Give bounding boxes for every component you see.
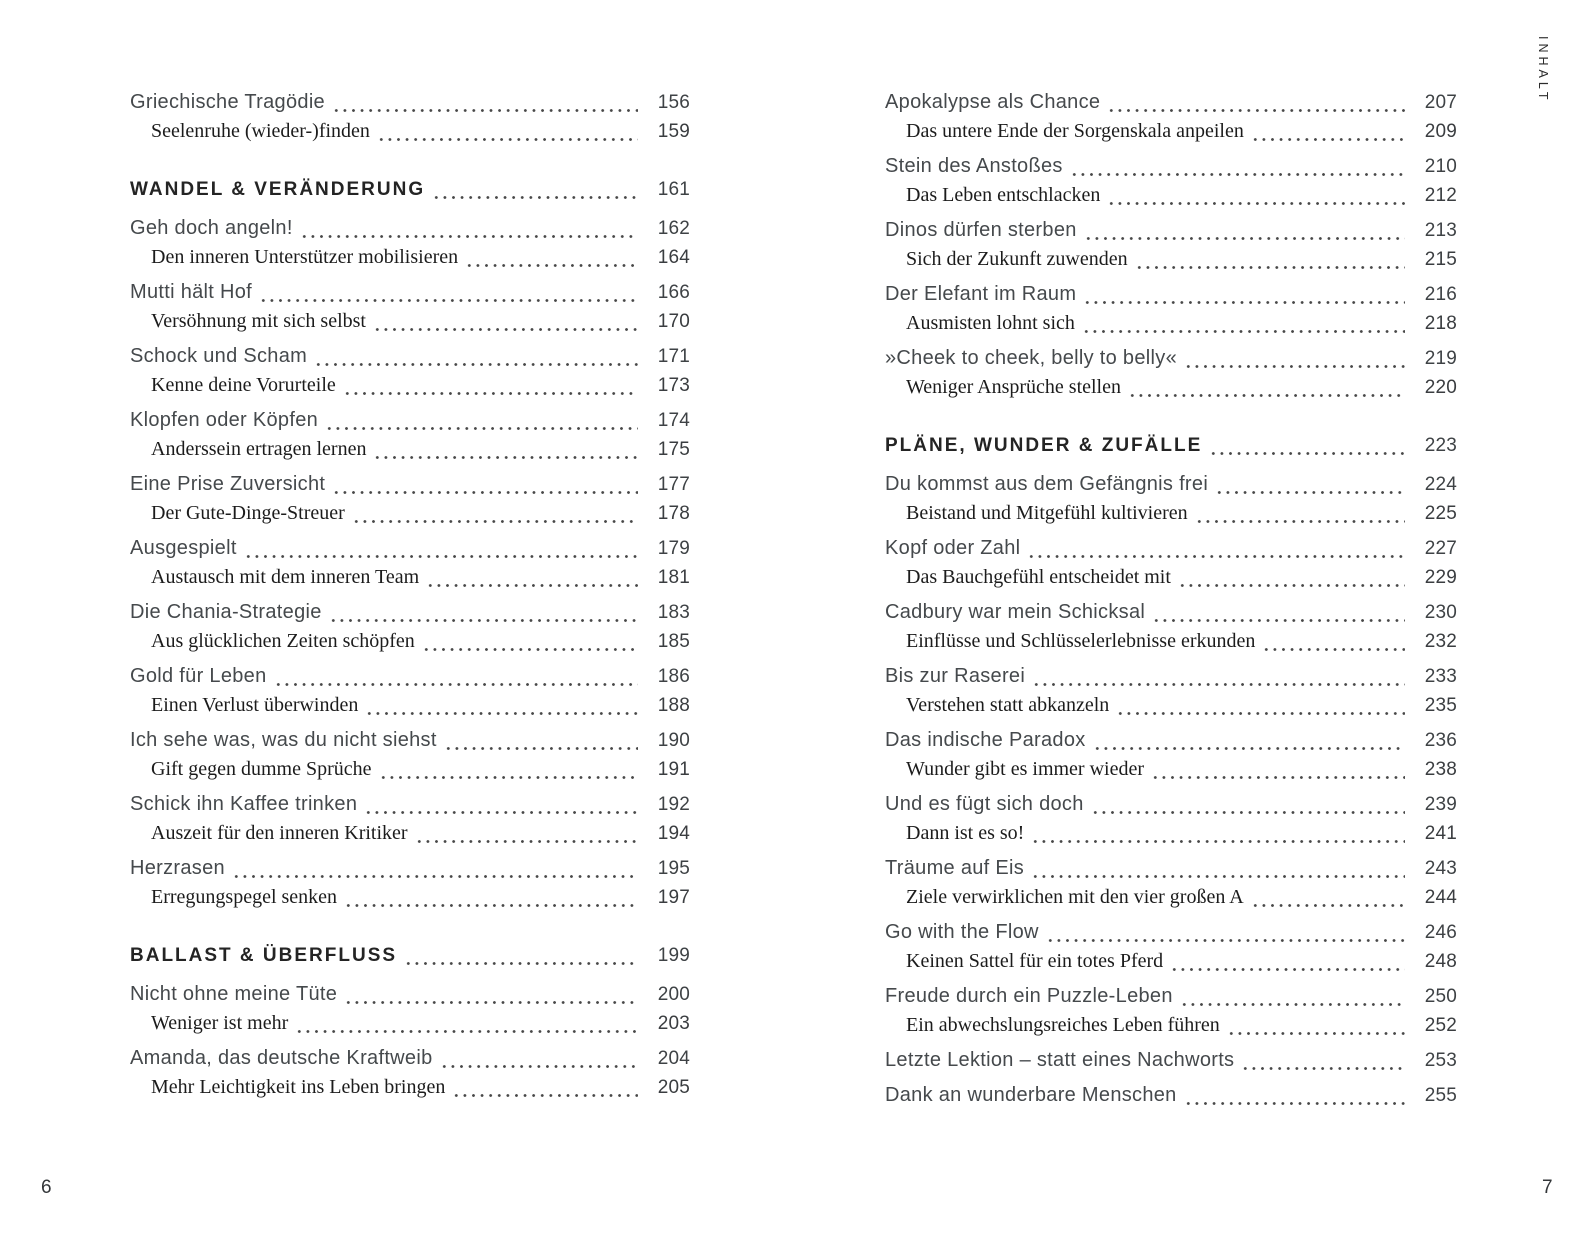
- dot-leader: [1116, 691, 1405, 720]
- toc-entry: [885, 88, 1457, 117]
- toc-entry: [885, 117, 1457, 146]
- toc-entry-label: Du kommst aus dem Gefängnis frei: [885, 473, 1209, 495]
- toc-entry: [130, 278, 690, 307]
- toc-entry: [130, 790, 690, 819]
- dot-leader: [377, 117, 638, 146]
- dot-leader: [300, 214, 638, 243]
- toc-entry-page: 252: [1424, 1015, 1457, 1036]
- running-head-inhalt: INHALT: [1536, 36, 1550, 104]
- toc-entry-page: 188: [657, 695, 690, 716]
- toc-entry-page: 178: [657, 503, 690, 524]
- dot-leader: [1262, 627, 1405, 656]
- toc-entry: [885, 1081, 1457, 1110]
- toc-entry: [130, 534, 690, 563]
- toc-section-header: [130, 176, 690, 204]
- toc-entry: [885, 280, 1457, 309]
- toc-entry: [885, 755, 1457, 784]
- toc-entry: [885, 499, 1457, 528]
- toc-entry-label: Go with the Flow: [885, 921, 1039, 943]
- toc-entry-page: 175: [657, 439, 690, 460]
- toc-entry: [130, 662, 690, 691]
- toc-entry: [885, 245, 1457, 274]
- toc-entry-label: Mehr Leichtigkeit ins Leben bringen: [151, 1076, 446, 1098]
- toc-entry-label: Apokalypse als Chance: [885, 91, 1101, 113]
- toc-entry-page: 210: [1424, 156, 1457, 177]
- toc-entry: [885, 819, 1457, 848]
- toc-entry-label: Keinen Sattel für ein totes Pferd: [906, 950, 1164, 972]
- toc-entry-page: 179: [657, 538, 690, 559]
- toc-entry: [885, 1046, 1457, 1075]
- dot-leader: [1152, 598, 1405, 627]
- toc-entry-page: 243: [1424, 858, 1457, 879]
- toc-entry-page: 246: [1424, 922, 1457, 943]
- toc-entry-label: Amanda, das deutsche Kraftweib: [130, 1047, 433, 1069]
- toc-entry: [130, 243, 690, 272]
- toc-entry-page: 199: [657, 945, 690, 966]
- dot-leader: [452, 1073, 638, 1102]
- toc-entry-page: 190: [657, 730, 690, 751]
- dot-leader: [1031, 854, 1405, 883]
- toc-entry: [130, 627, 690, 656]
- toc-entry-page: 241: [1424, 823, 1457, 844]
- toc-entry-label: Cadbury war mein Schicksal: [885, 601, 1146, 623]
- toc-column-page-6: [130, 88, 690, 1102]
- toc-entry: [885, 726, 1457, 755]
- toc-entry-page: 212: [1424, 185, 1457, 206]
- toc-entry: [885, 790, 1457, 819]
- toc-entry-label: Verstehen statt abkanzeln: [906, 694, 1110, 716]
- dot-leader: [1031, 819, 1405, 848]
- toc-entry-label: Schock und Scham: [130, 345, 308, 367]
- toc-entry-label: Aus glücklichen Zeiten schöpfen: [151, 630, 415, 652]
- toc-section-header: [130, 942, 690, 970]
- dot-leader: [373, 435, 638, 464]
- toc-entry-label: Wunder gibt es immer wieder: [906, 758, 1145, 780]
- dot-leader: [1128, 373, 1405, 402]
- toc-entry-page: 186: [657, 666, 690, 687]
- dot-leader: [404, 942, 638, 970]
- dot-leader: [444, 726, 638, 755]
- toc-entry-label: Ein abwechslungsreiches Leben führen: [906, 1014, 1220, 1036]
- toc-entry-page: 156: [657, 92, 690, 113]
- toc-entry-page: 177: [657, 474, 690, 495]
- toc-entry-page: 239: [1424, 794, 1457, 815]
- toc-entry-page: 216: [1424, 284, 1457, 305]
- toc-entry-page: 219: [1424, 348, 1457, 369]
- page-number-left: 6: [41, 1177, 52, 1198]
- toc-entry-page: 223: [1424, 435, 1457, 456]
- toc-entry-page: 215: [1424, 249, 1457, 270]
- dot-leader: [1178, 563, 1405, 592]
- dot-leader: [373, 307, 638, 336]
- toc-entry-page: 235: [1424, 695, 1457, 716]
- toc-entry-page: 200: [657, 984, 690, 1005]
- toc-entry-label: Der Elefant im Raum: [885, 283, 1077, 305]
- toc-entry-label: Herzrasen: [130, 857, 225, 879]
- toc-entry-label: »Cheek to cheek, belly to belly«: [885, 347, 1177, 369]
- dot-leader: [1084, 216, 1405, 245]
- toc-entry-label: Das indische Paradox: [885, 729, 1086, 751]
- toc-entry: [885, 534, 1457, 563]
- toc-section-header: [885, 432, 1457, 460]
- toc-entry: [885, 627, 1457, 656]
- toc-entry-label: Eine Prise Zuversicht: [130, 473, 326, 495]
- toc-entry: [130, 499, 690, 528]
- toc-entry: [130, 1044, 690, 1073]
- toc-entry-label: Gift gegen dumme Sprüche: [151, 758, 372, 780]
- toc-entry: [885, 947, 1457, 976]
- toc-entry-page: 232: [1424, 631, 1457, 652]
- dot-leader: [1107, 181, 1405, 210]
- dot-leader: [440, 1044, 638, 1073]
- toc-entry: [885, 563, 1457, 592]
- dot-leader: [1027, 534, 1405, 563]
- dot-leader: [1184, 344, 1405, 373]
- toc-entry-page: 248: [1424, 951, 1457, 972]
- toc-entry-label: Weniger Ansprüche stellen: [906, 376, 1121, 398]
- toc-entry-page: 224: [1424, 474, 1457, 495]
- toc-entry: [885, 662, 1457, 691]
- toc-entry-page: 166: [657, 282, 690, 303]
- toc-entry-label: Dinos dürfen sterben: [885, 219, 1077, 241]
- toc-entry: [130, 691, 690, 720]
- toc-entry: [885, 883, 1457, 912]
- toc-entry-page: 159: [657, 121, 690, 142]
- toc-entry-page: 238: [1424, 759, 1457, 780]
- toc-entry-page: 161: [657, 179, 690, 200]
- toc-entry-label: Nicht ohne meine Tüte: [130, 983, 338, 1005]
- dot-leader: [1251, 883, 1405, 912]
- dot-leader: [364, 790, 638, 819]
- toc-entry-label: Ziele verwirklichen mit den vier großen A: [906, 886, 1244, 908]
- toc-entry-label: Ausmisten lohnt sich: [906, 312, 1075, 334]
- toc-entry-page: 197: [657, 887, 690, 908]
- toc-entry-page: 227: [1424, 538, 1457, 559]
- toc-entry-page: 174: [657, 410, 690, 431]
- toc-entry: [885, 598, 1457, 627]
- toc-entry: [130, 598, 690, 627]
- toc-entry: [130, 726, 690, 755]
- dot-leader: [415, 819, 638, 848]
- toc-entry: [885, 373, 1457, 402]
- toc-entry-label: Seelenruhe (wieder-)finden: [151, 120, 370, 142]
- toc-entry: [130, 1073, 690, 1102]
- toc-entry: [885, 216, 1457, 245]
- toc-entry-label: Klopfen oder Köpfen: [130, 409, 319, 431]
- toc-entry-label: Die Chania-Strategie: [130, 601, 322, 623]
- dot-leader: [426, 563, 638, 592]
- dot-leader: [1091, 790, 1405, 819]
- toc-entry: [130, 307, 690, 336]
- toc-entry-page: 162: [657, 218, 690, 239]
- toc-entry-label: Den inneren Unterstützer mobilisieren: [151, 246, 459, 268]
- toc-entry-label: Und es fügt sich doch: [885, 793, 1084, 815]
- toc-entry: [130, 342, 690, 371]
- toc-entry-page: 207: [1424, 92, 1457, 113]
- dot-leader: [1195, 499, 1405, 528]
- toc-entry: [130, 854, 690, 883]
- dot-leader: [332, 470, 638, 499]
- dot-leader: [344, 980, 638, 1009]
- toc-entry-page: 213: [1424, 220, 1457, 241]
- toc-entry-label: Geh doch angeln!: [130, 217, 293, 239]
- dot-leader: [1184, 1081, 1405, 1110]
- toc-entry: [130, 406, 690, 435]
- toc-entry-page: 203: [657, 1013, 690, 1034]
- toc-entry-label: Einen Verlust überwinden: [151, 694, 359, 716]
- toc-entry: [130, 1009, 690, 1038]
- dot-leader: [1241, 1046, 1405, 1075]
- toc-entry: [130, 980, 690, 1009]
- toc-entry-label: Versöhnung mit sich selbst: [151, 310, 366, 332]
- dot-leader: [344, 883, 638, 912]
- toc-entry-label: Austausch mit dem inneren Team: [151, 566, 420, 588]
- toc-entry-page: 255: [1424, 1085, 1457, 1106]
- toc-entry-page: 205: [657, 1077, 690, 1098]
- toc-entry-page: 244: [1424, 887, 1457, 908]
- dot-leader: [295, 1009, 638, 1038]
- page-number-right: 7: [1542, 1177, 1553, 1198]
- toc-entry-label: Erregungspegel senken: [151, 886, 338, 908]
- toc-entry-label: Einflüsse und Schlüsselerlebnisse erkunden: [906, 630, 1256, 652]
- toc-entry: [130, 435, 690, 464]
- toc-entry-label: Dank an wunderbare Menschen: [885, 1084, 1177, 1106]
- toc-entry: [130, 470, 690, 499]
- toc-entry-page: 230: [1424, 602, 1457, 623]
- toc-entry-label: Stein des Anstoßes: [885, 155, 1063, 177]
- dot-leader: [1046, 918, 1405, 947]
- dot-leader: [422, 627, 638, 656]
- toc-entry-label: Weniger ist mehr: [151, 1012, 289, 1034]
- toc-entry-label: Beistand und Mitgefühl kultivieren: [906, 502, 1188, 524]
- dot-leader: [1083, 280, 1405, 309]
- toc-entry-label: Schick ihn Kaffee trinken: [130, 793, 358, 815]
- toc-entry: [885, 1011, 1457, 1040]
- toc-entry: [130, 883, 690, 912]
- toc-entry-label: Kenne deine Vorurteile: [151, 374, 336, 396]
- toc-entry-page: 209: [1424, 121, 1457, 142]
- toc-entry: [885, 309, 1457, 338]
- toc-entry: [885, 982, 1457, 1011]
- toc-entry-page: 185: [657, 631, 690, 652]
- dot-leader: [1107, 88, 1405, 117]
- dot-leader: [1170, 947, 1405, 976]
- dot-leader: [232, 854, 638, 883]
- toc-entry-page: 229: [1424, 567, 1457, 588]
- toc-entry-page: 171: [657, 346, 690, 367]
- dot-leader: [1227, 1011, 1405, 1040]
- dot-leader: [329, 598, 638, 627]
- toc-entry-page: 220: [1424, 377, 1457, 398]
- toc-column-page-7: [885, 88, 1457, 1110]
- toc-entry-label: Dann ist es so!: [906, 822, 1025, 844]
- dot-leader: [465, 243, 638, 272]
- toc-entry-label: Das untere Ende der Sorgenskala anpeilen: [906, 120, 1244, 142]
- dot-leader: [259, 278, 638, 307]
- toc-entry: [885, 918, 1457, 947]
- toc-entry-label: Freude durch ein Puzzle-Leben: [885, 985, 1173, 1007]
- dot-leader: [1215, 470, 1405, 499]
- toc-entry: [130, 214, 690, 243]
- dot-leader: [1135, 245, 1405, 274]
- toc-entry: [885, 854, 1457, 883]
- toc-entry-label: Ausgespielt: [130, 537, 237, 559]
- toc-entry-page: 170: [657, 311, 690, 332]
- toc-entry-label: PLÄNE, WUNDER & ZUFÄLLE: [885, 435, 1203, 456]
- toc-entry-page: 236: [1424, 730, 1457, 751]
- toc-entry-page: 192: [657, 794, 690, 815]
- toc-entry: [885, 152, 1457, 181]
- toc-entry-label: Träume auf Eis: [885, 857, 1025, 879]
- toc-entry-page: 183: [657, 602, 690, 623]
- toc-entry-page: 253: [1424, 1050, 1457, 1071]
- dot-leader: [1209, 432, 1405, 460]
- toc-entry-label: Letzte Lektion – statt eines Nachworts: [885, 1049, 1235, 1071]
- toc-entry: [130, 88, 690, 117]
- toc-entry-page: 225: [1424, 503, 1457, 524]
- dot-leader: [314, 342, 638, 371]
- toc-entry-label: Kopf oder Zahl: [885, 537, 1021, 559]
- dot-leader: [1093, 726, 1405, 755]
- dot-leader: [1180, 982, 1405, 1011]
- toc-entry-page: 233: [1424, 666, 1457, 687]
- dot-leader: [432, 176, 638, 204]
- dot-leader: [1251, 117, 1405, 146]
- dot-leader: [1032, 662, 1405, 691]
- toc-entry-page: 191: [657, 759, 690, 780]
- toc-entry-label: Ich sehe was, was du nicht siehst: [130, 729, 437, 751]
- dot-leader: [1070, 152, 1405, 181]
- toc-entry: [130, 819, 690, 848]
- dot-leader: [365, 691, 638, 720]
- toc-entry-label: Der Gute-Dinge-Streuer: [151, 502, 345, 524]
- toc-entry: [130, 371, 690, 400]
- toc-entry: [885, 181, 1457, 210]
- toc-entry-page: 164: [657, 247, 690, 268]
- toc-entry: [885, 344, 1457, 373]
- toc-entry-page: 194: [657, 823, 690, 844]
- dot-leader: [332, 88, 638, 117]
- toc-entry-page: 204: [657, 1048, 690, 1069]
- dot-leader: [379, 755, 639, 784]
- toc-entry-label: WANDEL & VERÄNDERUNG: [130, 179, 426, 200]
- toc-entry-label: Bis zur Raserei: [885, 665, 1026, 687]
- toc-entry-page: 218: [1424, 313, 1457, 334]
- dot-leader: [343, 371, 638, 400]
- toc-entry: [130, 755, 690, 784]
- toc-entry-page: 173: [657, 375, 690, 396]
- dot-leader: [1151, 755, 1405, 784]
- toc-entry-label: Mutti hält Hof: [130, 281, 253, 303]
- toc-entry-label: Sich der Zukunft zuwenden: [906, 248, 1128, 270]
- toc-entry-label: Griechische Tragödie: [130, 91, 325, 113]
- toc-entry-page: 181: [657, 567, 690, 588]
- toc-entry-page: 250: [1424, 986, 1457, 1007]
- toc-entry-label: Auszeit für den inneren Kritiker: [151, 822, 408, 844]
- toc-entry-label: Gold für Leben: [130, 665, 267, 687]
- dot-leader: [1082, 309, 1405, 338]
- dot-leader: [274, 662, 638, 691]
- dot-leader: [325, 406, 638, 435]
- dot-leader: [244, 534, 638, 563]
- dot-leader: [352, 499, 638, 528]
- toc-entry-label: Anderssein ertragen lernen: [151, 438, 367, 460]
- toc-entry: [885, 691, 1457, 720]
- toc-entry-label: BALLAST & ÜBERFLUSS: [130, 945, 398, 966]
- toc-entry: [130, 563, 690, 592]
- toc-entry: [130, 117, 690, 146]
- toc-entry-label: Das Leben entschlacken: [906, 184, 1101, 206]
- toc-entry: [885, 470, 1457, 499]
- toc-entry-page: 195: [657, 858, 690, 879]
- toc-entry-label: Das Bauchgefühl entscheidet mit: [906, 566, 1171, 588]
